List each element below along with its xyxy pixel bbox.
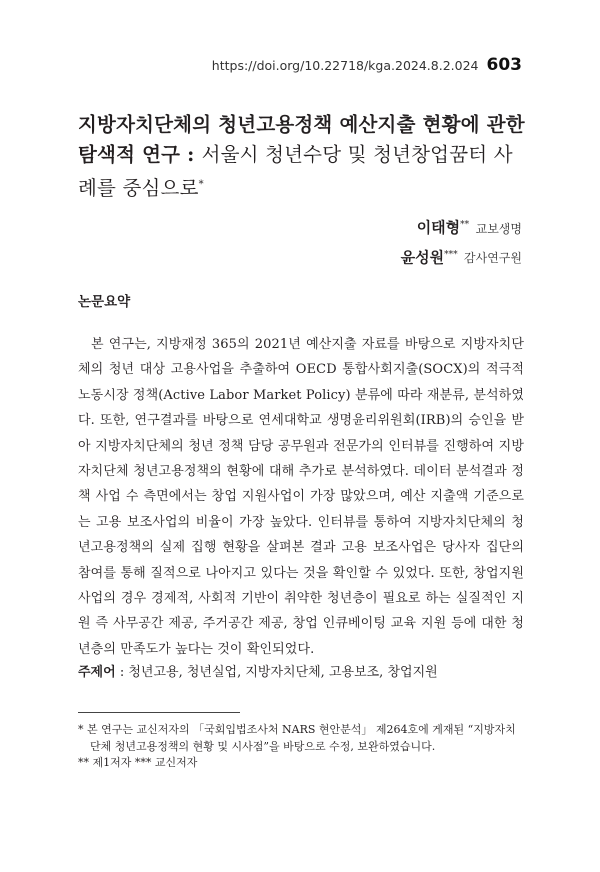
author-affiliation: 교보생명 xyxy=(475,221,522,236)
title-separator: : xyxy=(180,143,202,166)
keywords-separator: : xyxy=(115,665,129,680)
author-list xyxy=(401,212,522,271)
author-affiliation: 감사연구원 xyxy=(464,251,522,266)
footnote-source: * 본 연구는 교신저자의 「국회입법조사처 NARS 현안분석」 제264호에 게재된 “지방자치단체 청년고용정책의 현황 및 시사점”을 바탕으로 수정, 보완하였습니다. xyxy=(78,723,516,753)
title-footnote-mark: * xyxy=(198,179,204,190)
keywords-items: 청년고용, 청년실업, 지방자치단체, 고용보조, 창업지원 xyxy=(128,665,438,680)
page-number: 603 xyxy=(486,55,522,75)
author-entry xyxy=(401,212,522,242)
running-header xyxy=(212,55,522,75)
footnotes xyxy=(78,722,524,772)
author-name: 이태형 xyxy=(416,218,461,237)
author-name: 윤성원 xyxy=(400,248,445,267)
footnote-authors: ** 제1저자 *** 교신저자 xyxy=(78,756,198,769)
title-main: 지방자치단체의 청년고용정책 예산지출 현황에 관한 탐색적 연구 xyxy=(78,113,525,166)
keywords-label: 주제어 xyxy=(78,665,116,680)
author-mark: ** xyxy=(460,220,470,230)
abstract-heading: 논문요약 xyxy=(78,294,131,310)
keywords-line xyxy=(78,661,438,680)
title-subtitle: 서울시 청년수당 및 청년창업꿈터 사례를 중심으로 xyxy=(78,143,513,200)
footnote-divider xyxy=(78,712,240,713)
doi-link[interactable]: https://doi.org/10.22718/kga.2024.8.2.024 xyxy=(211,58,479,73)
author-entry xyxy=(401,242,522,272)
paper-title xyxy=(78,110,528,204)
abstract-body: 본 연구는, 지방재정 365의 2021년 예산지출 자료를 바탕으로 지방자치단체의 청년 대상 고용사업을 추출하여 OECD 통합사회지출(SOCX)의 적극적 노동시장 정책(Active Labor Market Policy) 분류에 따라 재분류, 분석하였다. 또한, 연구결과를 바탕으로 연세대학교 생명윤리위원회(IRB)의 승인을 받아 지방자치단체의 청년 정책 담당 공무원과 전문가의 인터뷰를 진행하여 지방자치단체 청년고용정책의 현황에 대해 추가로 분석하였다. 데이터 분석결과 정책 사업 수 측면에서는 창업 지원사업이 가장 많았으며, 예산 지출액 기준으로는 고용 보조사업의 비율이 가장 높았다. 인터뷰를 통하여 지방자치단체의 청년고용정책의 실제 집행 현황을 살펴본 결과 고용 보조사업은 당사자 집단의 참여를 통해 질적으로 나아지고 있다는 것을 확인할 수 있었다. 또한, 창업지원 사업의 경우 경제적, 사회적 기반이 취약한 청년층이 필요로 하는 실질적인 지원 즉 사무공간 제공, 주거공간 제공, 창업 인큐베이팅 교육 지원 등에 대한 청년층의 만족도가 높다는 것이 확인되었다. xyxy=(78,337,524,657)
author-mark: *** xyxy=(444,249,458,260)
